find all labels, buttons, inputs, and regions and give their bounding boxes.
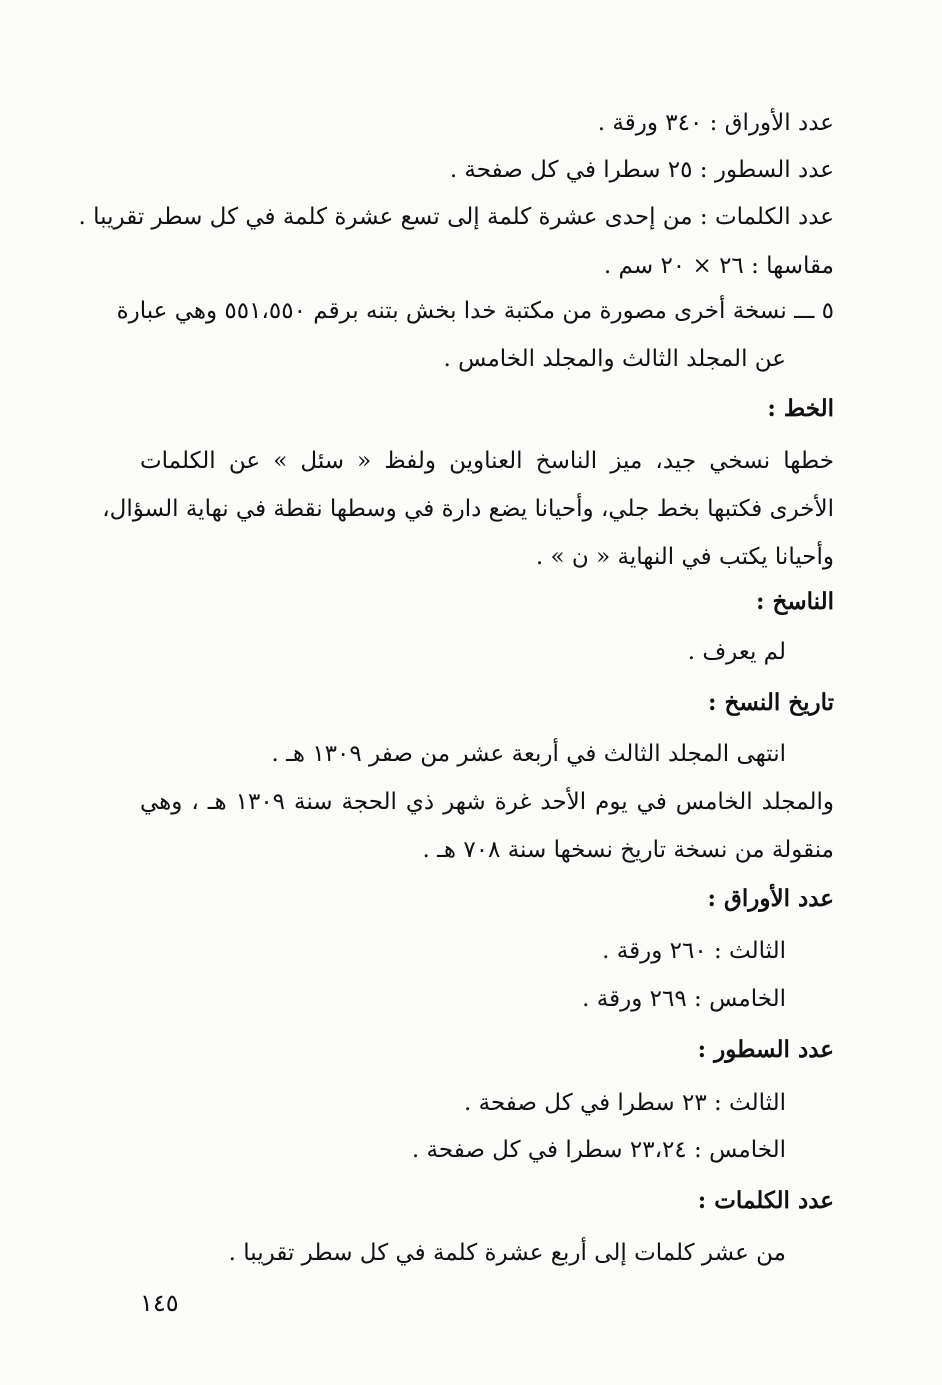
text-line-item-5: ٥ ـــ نسخة أخرى مصورة من مكتبة خدا بخش بتنه برقم ٥٥١،٥٥٠ وهي عبارة	[116, 298, 834, 324]
section-heading-copyist: الناسخ :	[756, 588, 834, 615]
text-line-words: من عشر كلمات إلى أربع عشرة كلمة في كل سطر تقريبا .	[228, 1240, 786, 1266]
page-number: ١٤٥	[140, 1289, 179, 1317]
paragraph-line: والمجلد الخامس في يوم الأحد غرة شهر ذي الحجة سنة ١٣٠٩ هـ ، وهي	[140, 789, 834, 815]
section-heading-copy-date: تاريخ النسخ :	[708, 689, 834, 716]
text-line-dimensions: مقاسها : ٢٦ × ٢٠ سم .	[603, 253, 834, 279]
text-line-leaves-count: عدد الأوراق : ٣٤٠ ورقة .	[597, 110, 834, 136]
text-line-copy-date: انتهى المجلد الثالث في أربعة عشر من صفر ١٣٠٩ هـ .	[271, 741, 786, 767]
text-line-lines-count: عدد السطور : ٢٥ سطرا في كل صفحة .	[449, 157, 834, 183]
text-line-leaves-fifth: الخامس : ٢٦٩ ورقة .	[582, 986, 786, 1012]
section-heading-words: عدد الكلمات :	[697, 1187, 834, 1214]
paragraph-line: الأخرى فكتبها بخط جلي، وأحيانا يضع دارة في وسطها نقطة في نهاية السؤال،	[102, 496, 834, 522]
paragraph-line: خطها نسخي جيد، ميز الناسخ العناوين ولفظ « سئل » عن الكلمات	[140, 448, 834, 474]
paragraph-line: وأحيانا يكتب في النهاية « ن » .	[535, 544, 834, 570]
section-heading-leaves: عدد الأوراق :	[707, 885, 834, 912]
paragraph-line: منقولة من نسخة تاريخ نسخها سنة ٧٠٨ هـ .	[422, 837, 834, 863]
text-line-words-count: عدد الكلمات : من إحدى عشرة كلمة إلى تسع عشرة كلمة في كل سطر تقريبا .	[78, 204, 834, 230]
section-heading-script: الخط :	[767, 395, 834, 422]
text-line-lines-fifth: الخامس : ٢٣،٢٤ سطرا في كل صفحة .	[411, 1137, 786, 1163]
text-line-lines-third: الثالث : ٢٣ سطرا في كل صفحة .	[464, 1090, 786, 1116]
text-line-leaves-third: الثالث : ٢٦٠ ورقة .	[602, 938, 786, 964]
section-heading-lines: عدد السطور :	[697, 1036, 834, 1063]
text-line-item-5-continued: عن المجلد الثالث والمجلد الخامس .	[443, 346, 786, 372]
text-line-copyist: لم يعرف .	[687, 639, 786, 665]
